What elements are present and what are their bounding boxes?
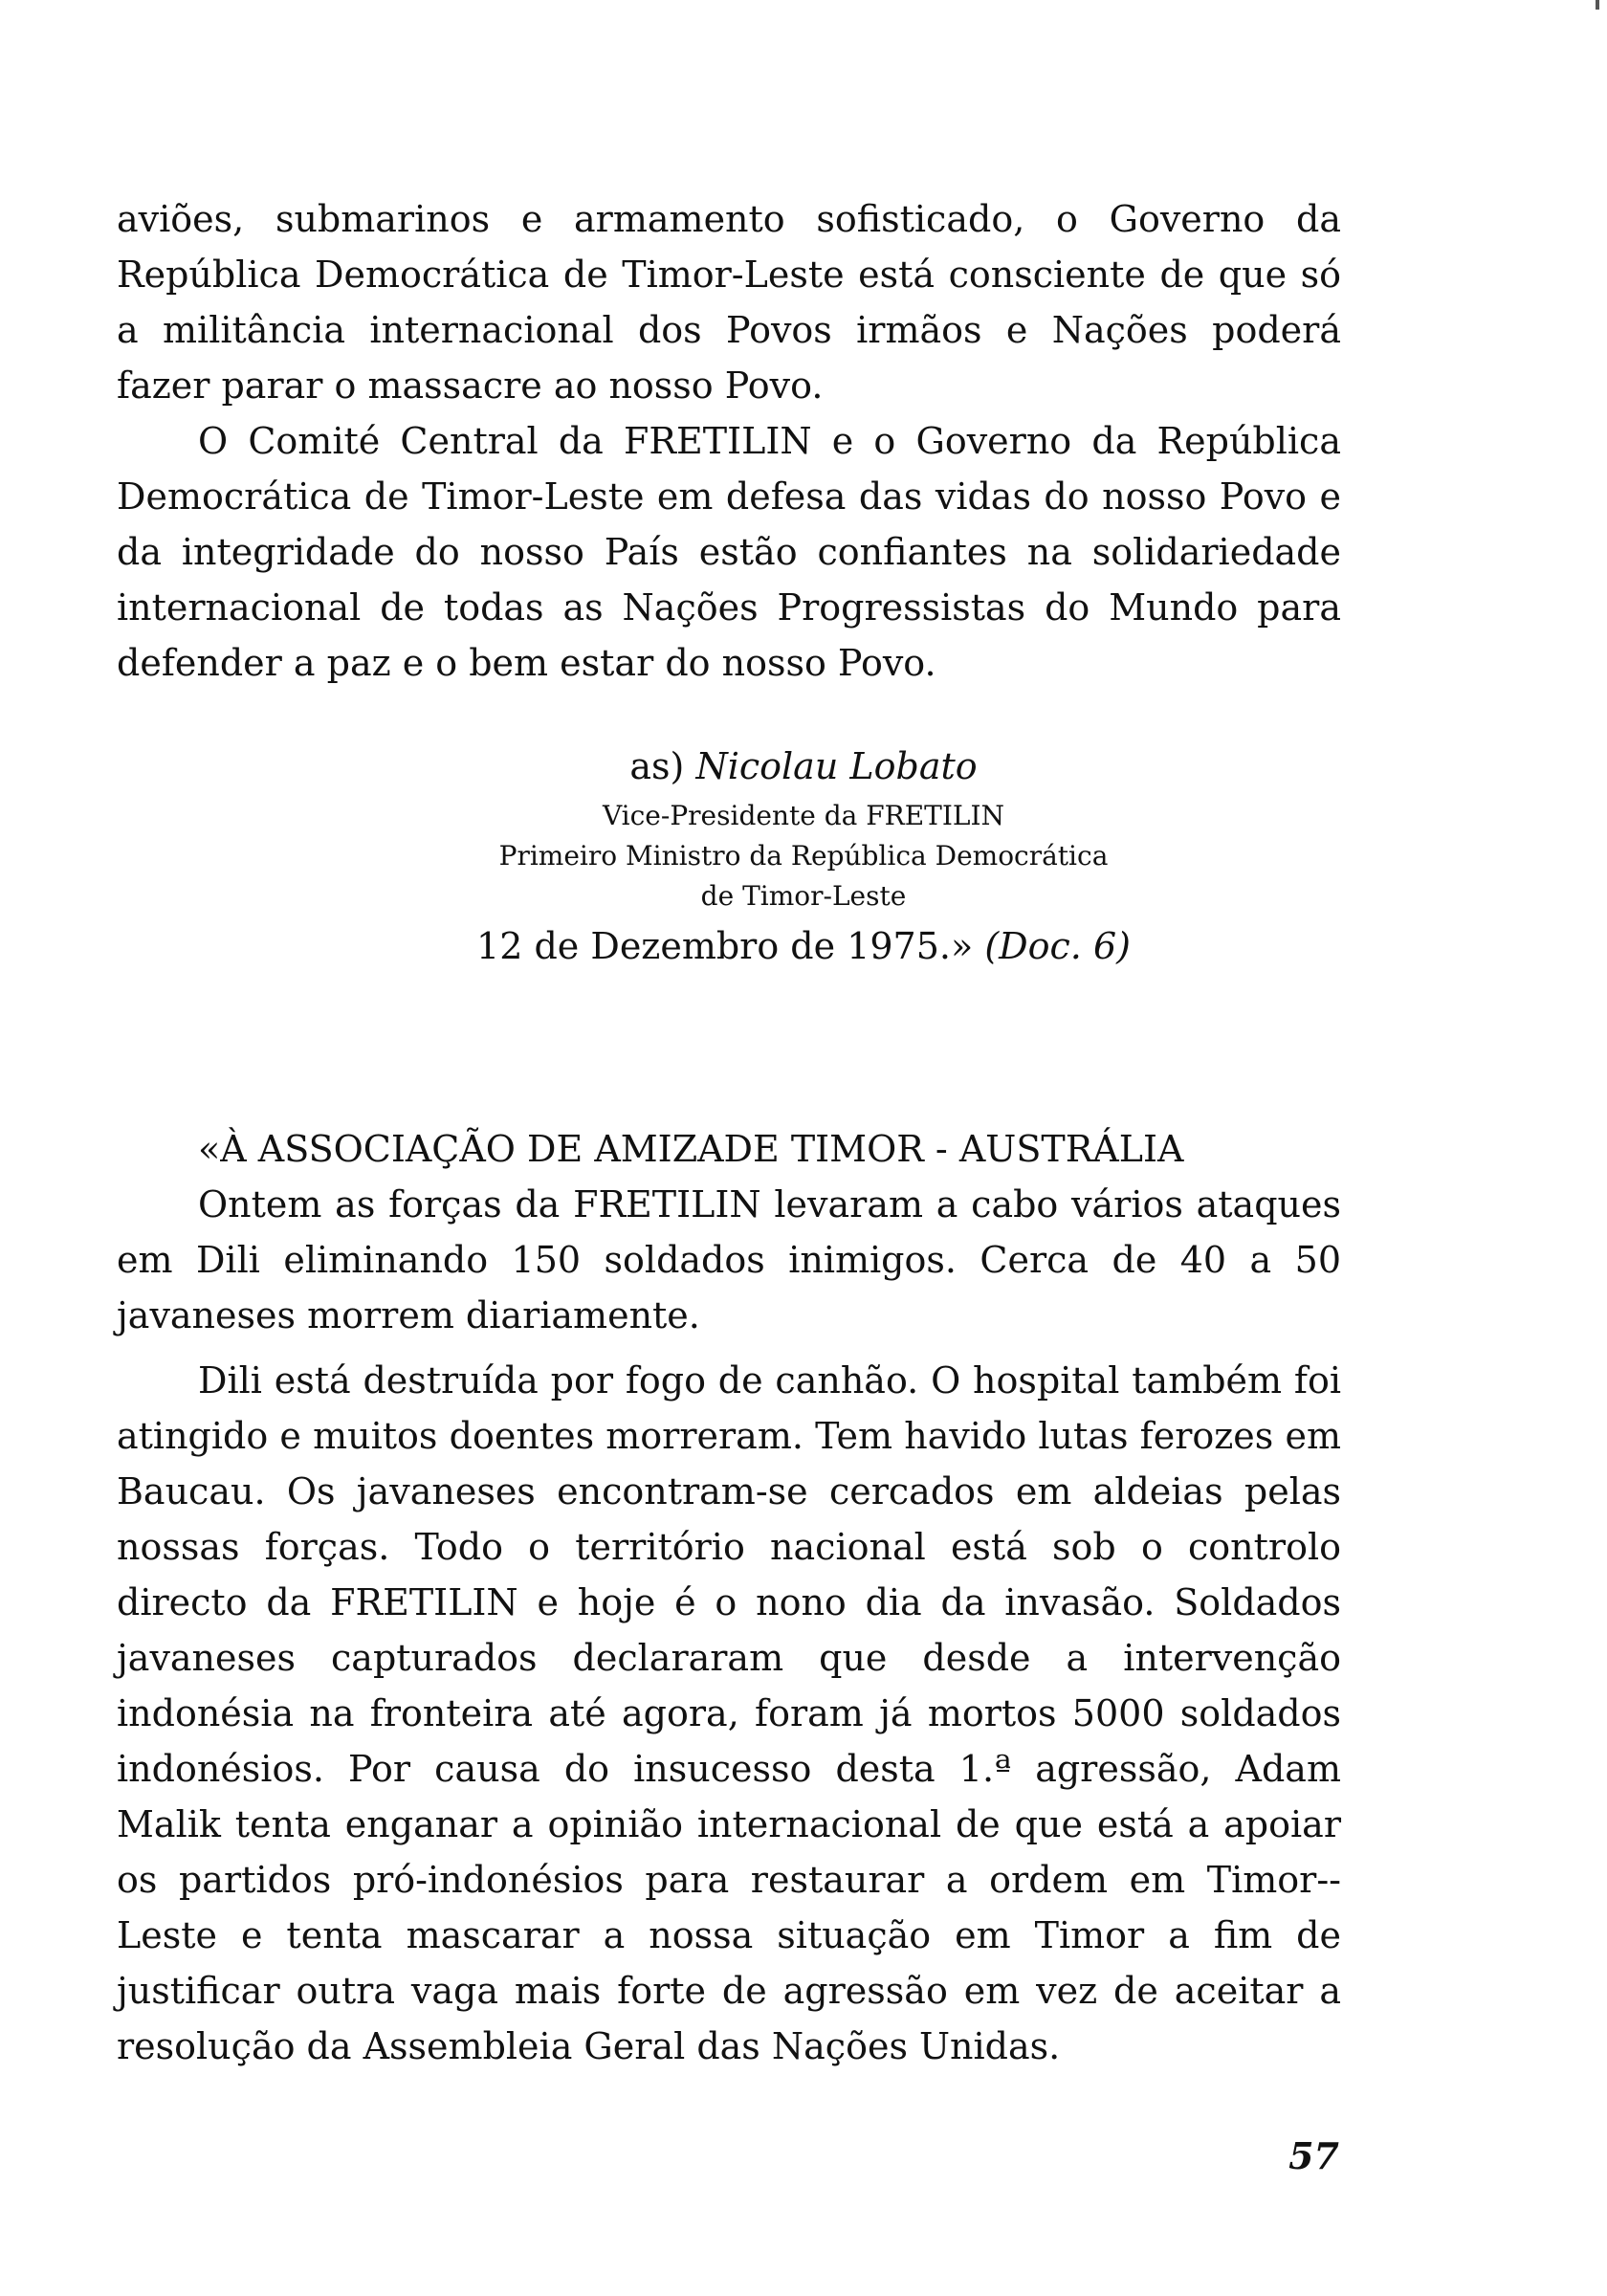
- paragraph-comite-central: O Comité Central da FRETILIN e o Governo da República Democrática de Timor-Leste em defesa das vidas do nosso Povo e da integridade do nosso País estão confiantes na solidariedade internacional de todas as Nações Progressistas do Mundo para defender a paz e o bem estar do nosso Povo.: [117, 420, 1341, 684]
- signature-name: Nicolau Lobato: [695, 745, 978, 787]
- signature-date: 12 de Dezembro de 1975.»: [476, 925, 974, 967]
- paragraph-ataques-dili: Ontem as forças da FRETILIN levaram a cabo vários ataques em Dili eliminando 150 soldados inimigos. Cerca de 40 a 50 javaneses morrem diariamente.: [117, 1183, 1341, 1336]
- signature-prefix: as): [629, 745, 685, 787]
- scan-corner-mark: [1596, 0, 1599, 10]
- paragraph-continuation: aviões, submarinos e armamento sofisticado, o Governo da República Democrática de Timor-Leste está consciente de que só a militância internacional dos Povos irmãos e Nações poderá fazer parar o massacre ao nosso Povo.: [117, 198, 1341, 407]
- section-heading: «À ASSOCIAÇÃO DE AMIZADE TIMOR - AUSTRÁLIA: [198, 1128, 1184, 1170]
- top-text-block: [117, 191, 1341, 691]
- signature-line: [0, 739, 1607, 794]
- page-number: 57: [1288, 2134, 1339, 2177]
- paragraph-dili-destruida: Dili está destruída por fogo de canhão. O hospital também foi atingido e muitos doentes morreram. Tem havido lutas ferozes em Baucau. Os javaneses encontram-se cercados em aldeias pelas nossas forças. Todo o território nacional está sob o controlo directo da FRETILIN e hoje é o nono dia da invasão. Soldados javaneses capturados declararam que desde a intervenção indonésia na fronteira até agora, foram já mortos 5000 soldados indonésios. Por causa do insucesso desta 1.ª agressão, Adam Malik tenta enganar a opinião internacional de que está a apoiar os partidos pró-indonésios para restaurar a ordem em Timor--Leste e tenta mascarar a nossa situação em Timor a fim de justificar outra vaga mais forte de agressão em vez de aceitar a resolução da Assembleia Geral das Nações Unidas.: [117, 1359, 1341, 2067]
- signature-role-3: de Timor-Leste: [700, 880, 907, 912]
- signature-date-line: [0, 918, 1607, 974]
- signature-role-1: Vice-Presidente da FRETILIN: [602, 800, 1005, 831]
- signature-role-2: Primeiro Ministro da República Democrática: [498, 840, 1109, 872]
- bottom-text-block: [117, 1177, 1341, 2074]
- document-reference: (Doc. 6): [984, 925, 1131, 967]
